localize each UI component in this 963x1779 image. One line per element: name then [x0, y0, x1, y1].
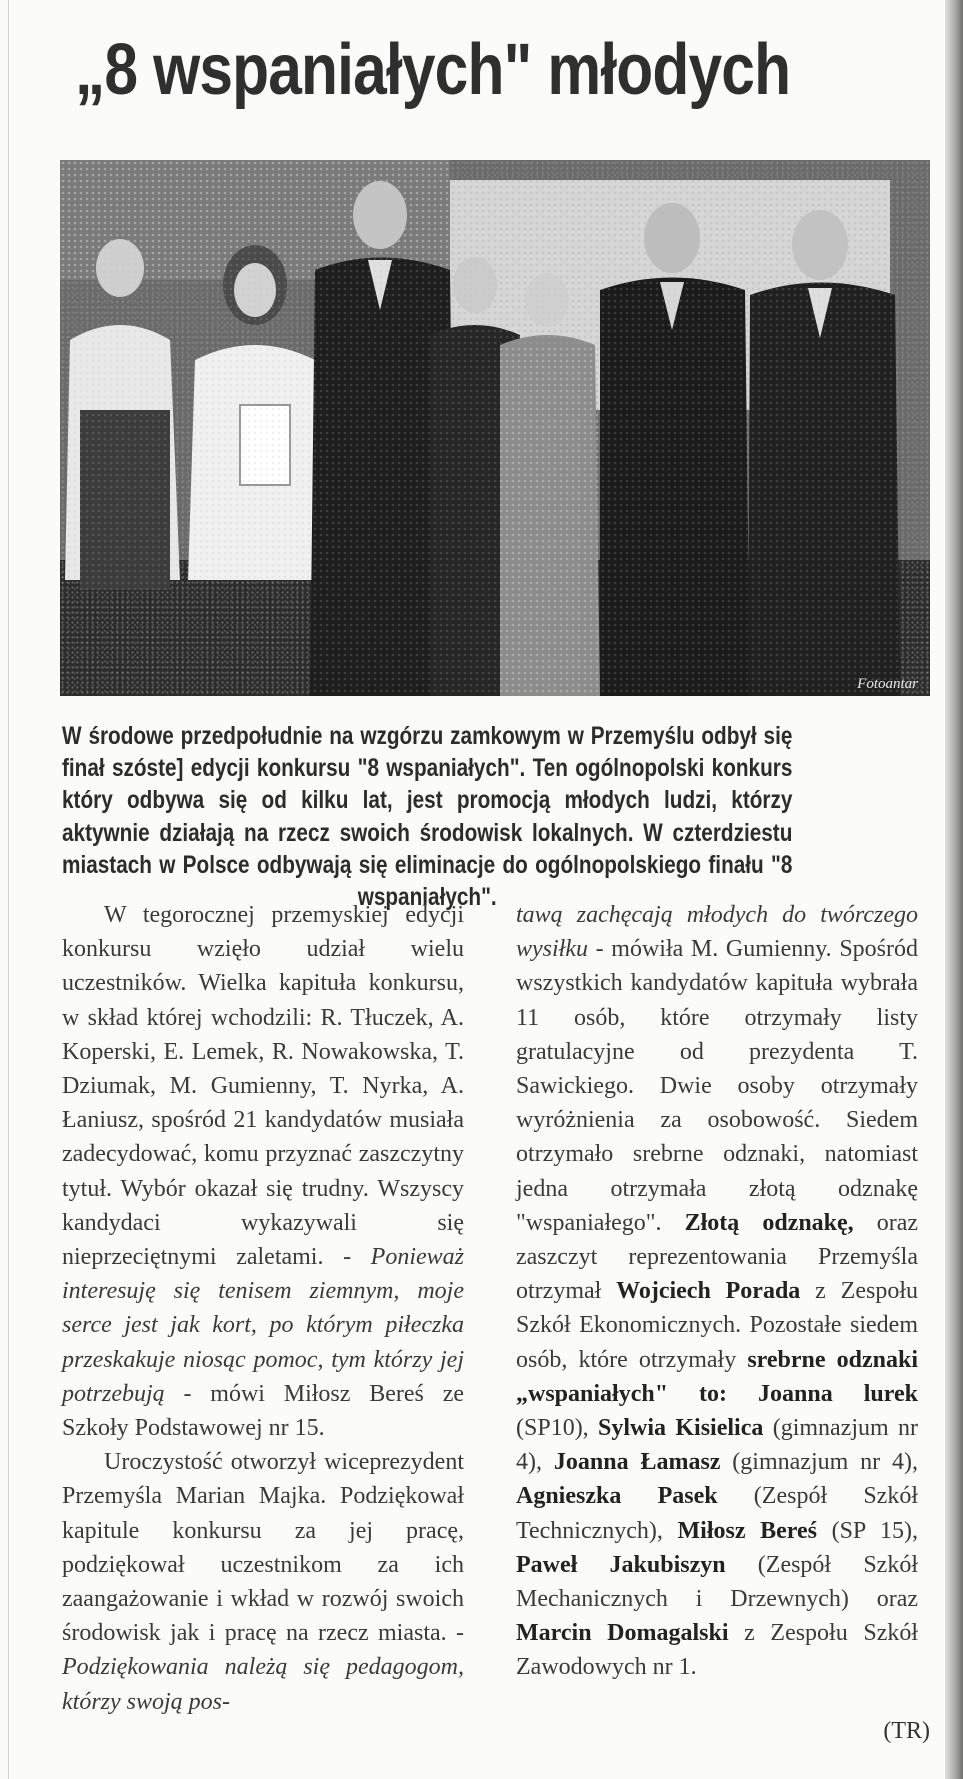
text-segment: - mówiła M. Gumienny. Spośród wszystkich kandydatów kapituła wybrała 11 osób, które otrzymały listy gratulacyjne od prezydenta T. Sawickiego. Dwie osoby otrzymały wyróżnienia za osobowość. Siedem otrzymało srebrne odznaki, natomiast jedna otrzymała złotą odznakę "wspaniałego".	[516, 936, 918, 1236]
name-pasek: Agnieszka Pasek	[516, 1483, 718, 1510]
article-column-left	[62, 898, 464, 1719]
article-column-right	[516, 898, 918, 1685]
name-beres: Miłosz Bereś	[677, 1517, 817, 1544]
quote-gumienny-start: Podziękowania należą się pedagogom, którzy swoją pos-	[62, 1654, 464, 1715]
text-segment: (Zespół Szkół Technicznych),	[516, 1483, 919, 1544]
article-lead: W środowe przedpołudnie na wzgórzu zamkowym w Przemyślu odbył się finał szóste] edycji konkursu "8 wspaniałych". Ten ogólnopolski konkurs który odbywa się od kilku lat, jest promocją młodych ludzi, którzy aktywnie działają na rzecz swoich środowisk lokalnych. W czterdziestu miastach w Polsce odbywają się eliminacje do ogólnopolskiego finału "8 wspaniałych".	[62, 722, 793, 912]
text-segment: (gimnazjum nr 4),	[516, 1415, 918, 1476]
paragraph-2	[62, 1445, 464, 1719]
name-lamasz: Joanna Łamasz	[553, 1449, 721, 1476]
text-segment: z Zespołu Szkół Zawodowych nr 1.	[516, 1620, 919, 1681]
name-domagalski: Marcin Domagalski	[516, 1620, 729, 1647]
name-jakubiszyn: Paweł Jakubiszyn	[516, 1551, 726, 1578]
article-photo	[60, 160, 930, 696]
quote-beres: Ponieważ interesuję się tenisem ziemnym, moje serce jest jak kort, po którym piłeczka przeskakuje niosąc pomoc, tym którzy jej potrzebują	[62, 1244, 464, 1407]
paragraph-2-text: Uroczystość otworzył wiceprezydent Przemyśla Marian Majka. Podziękował kapitule konkursu za jej pracę, podziękował uczestnikom za ich zaangażowanie i wkład w rozwój swoich środowisk jak i pracę na rzecz miasta. -	[62, 1449, 464, 1647]
bold-segment: srebrne odznaki „wspaniałych" to: Joanna lurek	[516, 1346, 919, 1407]
text-segment: (SP10),	[516, 1415, 599, 1442]
text-segment: (SP 15),	[816, 1517, 918, 1544]
quote-gumienny-end: tawą zachęcają młodych do twórczego wysiłku	[516, 902, 918, 963]
text-segment: oraz zaszczyt reprezentowania Przemyśla otrzymał	[516, 1209, 919, 1305]
paragraph-1-text: W tegorocznej przemyskiej edycji konkursu wzięło udział wielu uczestników. Wielka kapituła konkursu, w skład której wchodzili: R. Tłuczek, A. Koperski, E. Lemek, R. Nowakowska, T. Dziumak, M. Gumienny, T. Nyrka, A. Łaniusz, spośród 21 kandydatów musiała zadecydować, komu przyznać zaszczytny tytuł. Wybór okazał się trudny. Wszyscy kandydaci wykazywali się nieprzeciętnymi zaletami. -	[62, 902, 464, 1271]
author-signature: (TR)	[883, 1718, 930, 1744]
name-kisielica: Sylwia Kisielica	[598, 1415, 764, 1442]
text-segment: (Zespół Szkół Mechanicznych i Drzewnych) oraz	[516, 1551, 918, 1613]
photo-credit: Fotoantar	[857, 676, 918, 692]
article-headline: „8 wspaniałych" młodych	[75, 30, 791, 110]
paragraph-3	[516, 898, 918, 1685]
text-segment: (gimnazjum nr 4),	[720, 1449, 919, 1476]
scan-edge-shadow	[945, 0, 963, 1779]
bold-segment: Złotą odznakę,	[684, 1209, 854, 1236]
paragraph-1	[62, 898, 464, 1445]
paragraph-1-tail: - mówi Miłosz Bereś ze Szkoły Podstawowej nr 15.	[62, 1380, 464, 1442]
text-segment: z Zespołu Szkół Ekonomicznych. Pozostałe siedem osób, które otrzymały	[516, 1278, 918, 1373]
name-porada: Wojciech Porada	[616, 1278, 801, 1305]
scan-edge-left	[8, 0, 9, 1779]
